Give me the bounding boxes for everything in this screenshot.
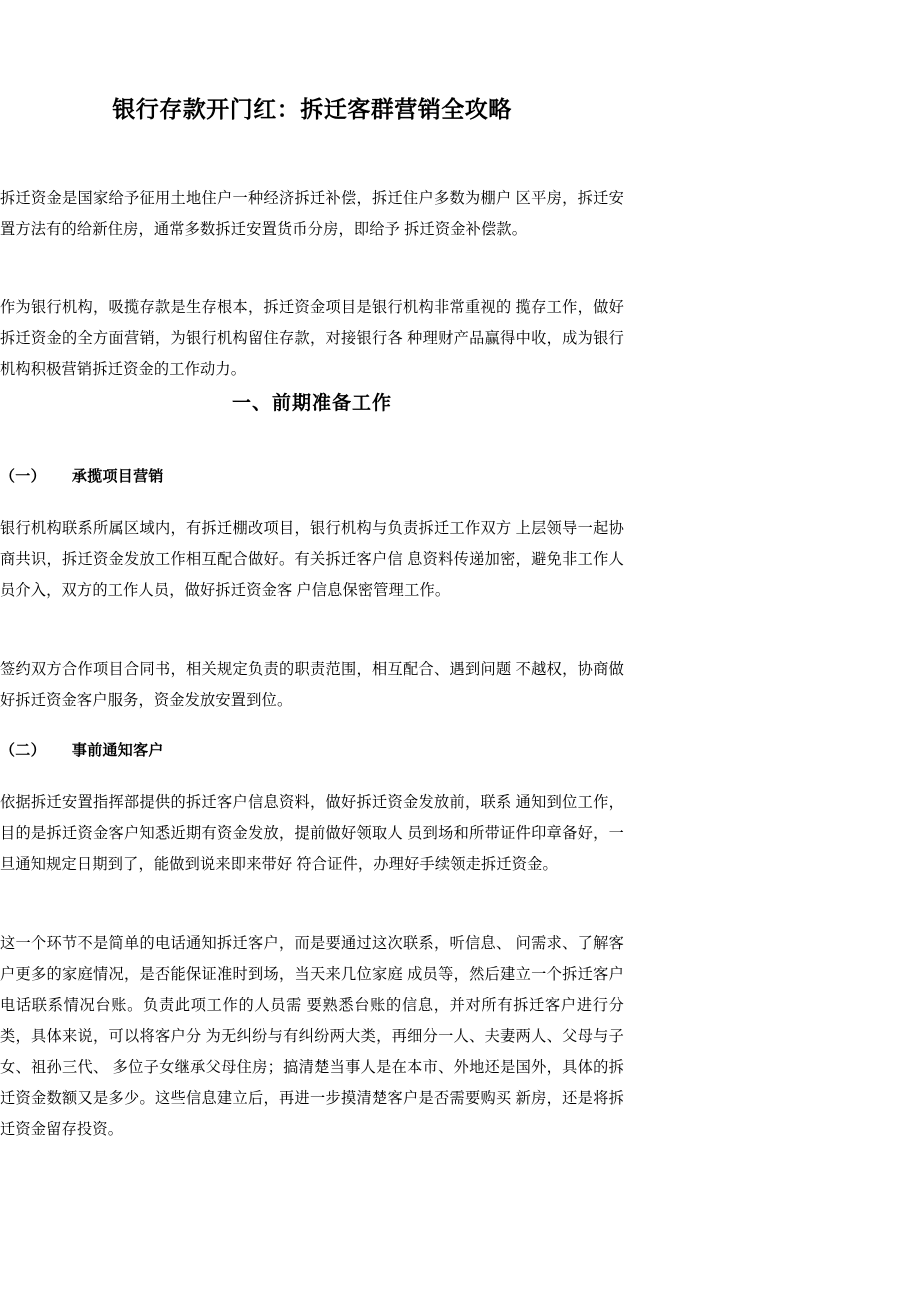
paragraph-1-2 — [0, 654, 624, 716]
paragraph-text: 作为银行机构，吸揽存款是生存根本，拆迁资金项目是银行机构非常重视的 揽存工作，做好拆迁资金的全方面营销，为银行机构留住存款，对接银行各 种理财产品赢得中收，成为银行机构积极营销拆迁资金的工作动力。 — [0, 299, 624, 378]
sub-heading-number: （二） — [0, 742, 46, 759]
page-title: 银行存款开门红：拆迁客群营销全攻略 — [112, 96, 512, 122]
section-heading-text: 一、前期准备工作 — [231, 393, 392, 414]
sub-heading-row — [0, 740, 624, 763]
sub-heading-text: 承揽项目营销 — [71, 468, 164, 485]
paragraph-text: 签约双方合作项目合同书，相关规定负责的职责范围，相互配合、遇到问题 不越权，协商做好拆迁资金客户服务，资金发放安置到位。 — [0, 661, 624, 709]
sub-heading-text: 事前通知客户 — [71, 742, 164, 759]
section-heading-1 — [0, 390, 624, 419]
sub-heading-number: （一） — [0, 468, 46, 485]
paragraph-2-1 — [0, 787, 624, 880]
paragraph-2-2 — [0, 928, 624, 1145]
sub-heading-1 — [0, 466, 624, 489]
paragraph-intro-1 — [0, 183, 624, 245]
sub-heading-row — [0, 466, 624, 489]
sub-heading-2 — [0, 740, 624, 763]
paragraph-text: 银行机构联系所属区域内，有拆迁棚改项目，银行机构与负责拆迁工作双方 上层领导一起协商共识，拆迁资金发放工作相互配合做好。有关拆迁客户信 息资料传递加密，避免非工作人员介入，双方的工作人员，做好拆迁资金客 户信息保密管理工作。 — [0, 520, 624, 599]
paragraph-text: 这一个环节不是简单的电话通知拆迁客户，而是要通过这次联系，听信息、 问需求、了解客户更多的家庭情况，是否能保证准时到场，当天来几位家庭 成员等，然后建立一个拆迁客户电话联系情况台账。负责此项工作的人员需 要熟悉台账的信息，并对所有拆迁客户进行分类，具体来说，可以将客户分 为无纠纷与有纠纷两大类，再细分一人、夫妻两人、父母与子女、祖孙三代、 多位子女继承父母住房；搞清楚当事人是在本市、外地还是国外，具体的拆 迁资金数额又是多少。这些信息建立后，再进一步摸清楚客户是否需要购买 新房，还是将拆迁资金留存投资。 — [0, 935, 624, 1138]
paragraph-text: 依据拆迁安置指挥部提供的拆迁客户信息资料，做好拆迁资金发放前，联系 通知到位工作，目的是拆迁资金客户知悉近期有资金发放，提前做好领取人 员到场和所带证件印章备好，一旦通知规定日期到了，能做到说来即来带好 符合证件，办理好手续领走拆迁资金。 — [0, 794, 624, 873]
paragraph-1-1 — [0, 513, 624, 606]
paragraph-text: 拆迁资金是国家给予征用土地住户一种经济拆迁补偿，拆迁住户多数为棚户 区平房，拆迁安置方法有的给新住房，通常多数拆迁安置货币分房，即给予 拆迁资金补偿款。 — [0, 190, 624, 238]
paragraph-intro-2 — [0, 292, 624, 385]
